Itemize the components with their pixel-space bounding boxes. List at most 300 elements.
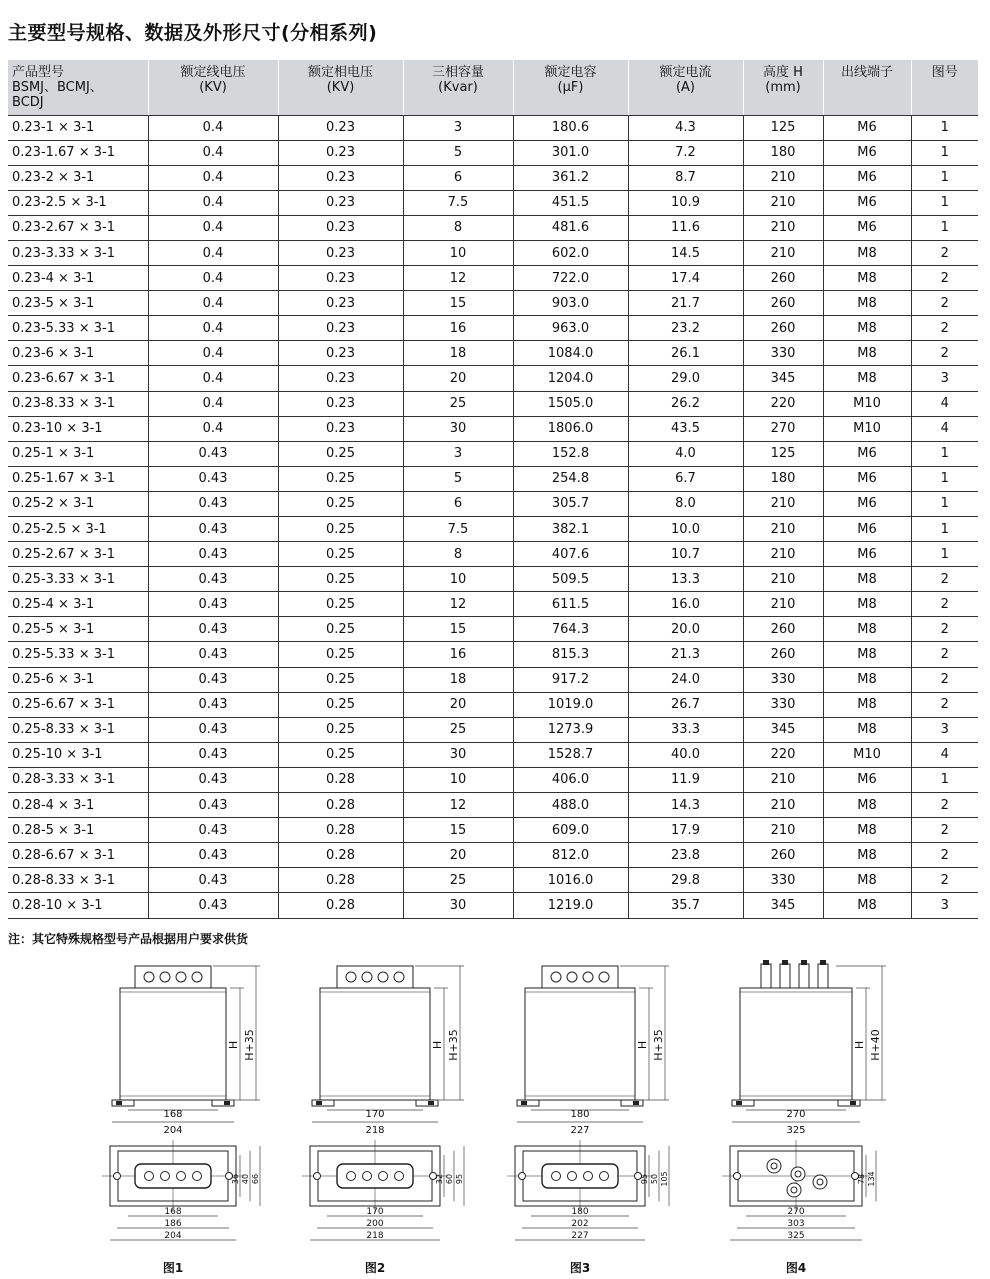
table-cell: 2 [911,642,978,667]
column-header-line: 出线端子 [840,65,893,80]
table-cell: M6 [823,115,911,140]
figure-caption: 图3 [569,1261,591,1275]
table-cell: 330 [743,868,823,893]
table-cell: 0.4 [148,115,278,140]
table-cell: 1204.0 [513,366,628,391]
table-cell: 0.25-2 × 3-1 [8,491,148,516]
table-cell: 0.4 [148,366,278,391]
table-cell: M6 [823,140,911,165]
table-cell: 0.23-6 × 3-1 [8,341,148,366]
table-cell: 345 [743,366,823,391]
table-cell: 0.23 [278,316,403,341]
table-cell: 10 [403,567,513,592]
dimension-label: 325 [786,1125,806,1136]
table-cell: 0.28-8.33 × 3-1 [8,868,148,893]
table-cell: 2 [911,266,978,291]
terminal-icon [362,972,372,982]
column-header-line: 三相容量 [431,65,484,80]
table-cell: 0.23 [278,115,403,140]
terminal-icon [394,972,404,982]
terminal-icon [599,972,609,982]
table-cell: 18 [403,667,513,692]
terminal-icon [192,972,202,982]
table-cell: 23.8 [628,843,743,868]
figure-3 [507,966,669,1275]
table-cell: 24.0 [628,667,743,692]
column-header-line: 额定电流 [659,65,712,80]
bushing-icon [761,964,771,988]
table-cell: 0.4 [148,316,278,341]
table-cell: 1 [911,190,978,215]
table-cell: 270 [743,416,823,441]
table-cell: 210 [743,215,823,240]
table-cell: 16 [403,316,513,341]
table-cell: M8 [823,341,911,366]
table-cell: 8.0 [628,491,743,516]
table-cell: 4 [911,742,978,767]
table-cell: 0.25 [278,642,403,667]
table-cell: M10 [823,742,911,767]
table-cell: M6 [823,190,911,215]
table-cell: 15 [403,617,513,642]
column-header [513,60,628,115]
table-cell: M10 [823,391,911,416]
bushing-icon [818,964,828,988]
table-cell: 0.28 [278,893,403,918]
table-cell: 451.5 [513,190,628,215]
column-header [148,60,278,115]
table-cell: M8 [823,843,911,868]
table-row [8,391,978,416]
dimension-label: H [853,1040,866,1050]
table-cell: 1 [911,441,978,466]
table-cell: 0.4 [148,140,278,165]
column-header-line: (Kvar) [438,80,478,95]
dimension-label: 170 [365,1109,385,1120]
mount-hole-icon [519,1173,526,1180]
dimension-label: 186 [164,1219,182,1229]
table-row [8,366,978,391]
table-cell: 0.25 [278,491,403,516]
mounting-foot [838,1100,860,1106]
table-cell: 1 [911,517,978,542]
mounting-foot [517,1100,539,1106]
table-cell: 4 [911,391,978,416]
footnote: 注：其它特殊规格型号产品根据用户要求供货 [8,932,249,946]
dimension-label: 105 [660,1171,669,1187]
table-cell: 330 [743,341,823,366]
column-header [278,60,403,115]
table-cell: 722.0 [513,266,628,291]
mount-hole-icon [114,1173,121,1180]
table-row [8,717,978,742]
table-cell: 0.25 [278,717,403,742]
column-header-line: (μF) [557,80,584,95]
dimension-label: 200 [366,1219,384,1229]
dimension-label: H+35 [447,1029,460,1061]
table-cell: 30 [403,416,513,441]
table-cell: 2 [911,341,978,366]
dimension-label: 36 [231,1173,240,1185]
table-cell: 0.43 [148,667,278,692]
table-cell: 210 [743,190,823,215]
mounting-foot [621,1100,643,1106]
table-cell: 20 [403,843,513,868]
terminal-icon [161,1172,170,1181]
table-cell: 0.25-1.67 × 3-1 [8,466,148,491]
mounting-foot [212,1100,234,1106]
column-header-line: (KV) [199,80,227,95]
table-cell: 1084.0 [513,341,628,366]
terminal-icon [817,1179,823,1185]
table-cell: 0.4 [148,341,278,366]
dimension-label: 180 [570,1109,590,1120]
table-cell: M6 [823,491,911,516]
table-cell: M8 [823,316,911,341]
table-cell: 0.23-10 × 3-1 [8,416,148,441]
table-cell: 1806.0 [513,416,628,441]
terminal-icon [552,1172,561,1181]
table-cell: 0.25-10 × 3-1 [8,742,148,767]
table-cell: 180 [743,466,823,491]
table-row [8,767,978,792]
table-row [8,466,978,491]
table-cell: 26.1 [628,341,743,366]
table-cell: 12 [403,592,513,617]
table-cell: 1505.0 [513,391,628,416]
mounting-foot-slot [428,1101,434,1105]
table-cell: 0.28 [278,767,403,792]
table-cell: 0.23 [278,341,403,366]
table-cell: 26.2 [628,391,743,416]
table-cell: 917.2 [513,667,628,692]
table-cell: 210 [743,592,823,617]
dimension-label: 303 [787,1219,805,1229]
table-row [8,266,978,291]
table-cell: 10.9 [628,190,743,215]
terminal-icon [378,972,388,982]
table-cell: 260 [743,642,823,667]
table-cell: 0.43 [148,742,278,767]
table-cell: M8 [823,240,911,265]
table-cell: 4.3 [628,115,743,140]
table-row [8,341,978,366]
table-cell: 17.9 [628,818,743,843]
table-cell: 0.4 [148,190,278,215]
terminal-icon [193,1172,202,1181]
table-cell: 0.23-1 × 3-1 [8,115,148,140]
table-row [8,818,978,843]
table-cell: 35.7 [628,893,743,918]
table-cell: 0.28-4 × 3-1 [8,793,148,818]
table-cell: 0.23 [278,391,403,416]
table-cell: 13.3 [628,567,743,592]
dimension-label: 204 [164,1231,182,1241]
table-cell: 0.25 [278,441,403,466]
mounting-foot-slot [521,1101,527,1105]
table-cell: 14.5 [628,240,743,265]
bushing-icon [780,964,790,988]
table-cell: M10 [823,416,911,441]
table-cell: 0.23-2.67 × 3-1 [8,215,148,240]
table-cell: 0.23 [278,140,403,165]
table-cell: 30 [403,893,513,918]
table-row [8,843,978,868]
table-cell: 0.43 [148,692,278,717]
table-cell: 21.7 [628,291,743,316]
table-cell: 0.23-1.67 × 3-1 [8,140,148,165]
terminal-icon [583,972,593,982]
dimension-label: 218 [365,1125,385,1136]
table-cell: 0.43 [148,642,278,667]
table-cell: 8 [403,215,513,240]
table-cell: 7.5 [403,517,513,542]
bushing-cap-icon [763,960,769,965]
page-title: 主要型号规格、数据及外形尺寸(分相系列) [8,22,378,44]
table-cell: 2 [911,868,978,893]
dimension-label: 204 [163,1125,183,1136]
table-cell: 1019.0 [513,692,628,717]
table-cell: 0.43 [148,868,278,893]
table-cell: M8 [823,592,911,617]
dimension-label: 227 [570,1125,590,1136]
table-cell: 10 [403,240,513,265]
table-cell: 210 [743,767,823,792]
column-header-line: 图号 [931,65,958,80]
table-row [8,115,978,140]
table-cell: 20.0 [628,617,743,642]
table-cell: 361.2 [513,165,628,190]
table-cell: 20 [403,692,513,717]
column-header-line: 额定相电压 [307,65,373,80]
dimension-label: H+40 [869,1029,882,1061]
table-row [8,617,978,642]
capacitor-body [525,988,635,1100]
dimension-label: H+35 [652,1029,665,1061]
table-row [8,868,978,893]
table-cell: 16.0 [628,592,743,617]
table-cell: 0.23 [278,190,403,215]
table-cell: 210 [743,567,823,592]
table-header [8,60,978,115]
terminal-icon [177,1172,186,1181]
column-header-line: 额定电容 [544,65,597,80]
table-cell: 254.8 [513,466,628,491]
table-cell: 0.28 [278,843,403,868]
table-cell: 220 [743,742,823,767]
table-cell: 345 [743,893,823,918]
table-cell: 0.4 [148,291,278,316]
table-cell: 10 [403,767,513,792]
table-cell: M6 [823,517,911,542]
table-cell: 0.4 [148,391,278,416]
table-cell: 5 [403,140,513,165]
table-row [8,793,978,818]
table-cell: 764.3 [513,617,628,642]
dimension-label: H [636,1040,649,1050]
table-cell: 0.23 [278,266,403,291]
table-cell: 2 [911,617,978,642]
table-cell: 1016.0 [513,868,628,893]
bushing-icon [799,964,809,988]
table-cell: 0.43 [148,818,278,843]
capacitor-body [120,988,226,1100]
column-header-line: (mm) [765,80,801,95]
column-header-line: (A) [675,80,696,95]
table-cell: 5 [403,466,513,491]
table-cell: 1 [911,542,978,567]
table-cell: 2 [911,592,978,617]
bushing-cap-icon [782,960,788,965]
mounting-foot [312,1100,334,1106]
table-cell: M8 [823,266,911,291]
table-cell: 210 [743,793,823,818]
table-cell: 0.23 [278,291,403,316]
dimension-label: 227 [571,1231,589,1241]
table-cell: 0.25 [278,592,403,617]
table-cell: M6 [823,542,911,567]
table-cell: 125 [743,115,823,140]
table-cell: M8 [823,567,911,592]
table-cell: 301.0 [513,140,628,165]
table-cell: 0.25-6.67 × 3-1 [8,692,148,717]
table-cell: 0.43 [148,441,278,466]
mounting-foot [416,1100,438,1106]
table-cell: 12 [403,266,513,291]
table-cell: 0.25-3.33 × 3-1 [8,567,148,592]
table-cell: 0.25-1 × 3-1 [8,441,148,466]
table-row [8,667,978,692]
table-cell: 1 [911,165,978,190]
table-cell: 21.3 [628,642,743,667]
table-cell: 6 [403,491,513,516]
dimension-label: 168 [163,1109,183,1120]
table-cell: 602.0 [513,240,628,265]
column-header-line: 额定线电压 [180,65,246,80]
table-cell: 0.25-8.33 × 3-1 [8,717,148,742]
table-cell: M8 [823,617,911,642]
table-cell: 18 [403,341,513,366]
bushing-cap-icon [801,960,807,965]
table-cell: 0.28-10 × 3-1 [8,893,148,918]
table-cell: 0.23-5 × 3-1 [8,291,148,316]
table-cell: M6 [823,165,911,190]
table-cell: 210 [743,542,823,567]
table-cell: 8 [403,542,513,567]
table-cell: 7.2 [628,140,743,165]
table-cell: 0.28 [278,793,403,818]
terminal-icon [551,972,561,982]
table-row [8,165,978,190]
table-cell: 0.28-3.33 × 3-1 [8,767,148,792]
table-cell: 15 [403,291,513,316]
table-cell: 0.43 [148,793,278,818]
table-cell: 1528.7 [513,742,628,767]
table-cell: 0.43 [148,567,278,592]
table-cell: 1 [911,215,978,240]
dimension-label: H [227,1040,240,1050]
table-cell: 8.7 [628,165,743,190]
mount-hole-icon [314,1173,321,1180]
table-cell: 305.7 [513,491,628,516]
column-header [403,60,513,115]
table-cell: M8 [823,642,911,667]
table-cell: 481.6 [513,215,628,240]
table-cell: 23.2 [628,316,743,341]
table-row [8,567,978,592]
table-cell: 0.23-6.67 × 3-1 [8,366,148,391]
table-cell: 611.5 [513,592,628,617]
table-cell: M8 [823,667,911,692]
table-cell: 0.28-6.67 × 3-1 [8,843,148,868]
terminal-icon [568,1172,577,1181]
table-cell: 125 [743,441,823,466]
table-row [8,240,978,265]
table-cell: 260 [743,617,823,642]
table-cell: 29.8 [628,868,743,893]
table-cell: 0.25 [278,692,403,717]
dimension-label: 66 [251,1173,260,1185]
table-cell: 2 [911,843,978,868]
table-cell: 3 [403,115,513,140]
table-cell: 0.25-5 × 3-1 [8,617,148,642]
table-cell: M8 [823,717,911,742]
table-cell: 152.8 [513,441,628,466]
table-cell: 0.43 [148,843,278,868]
table-cell: 1 [911,767,978,792]
column-header-line: (KV) [326,80,355,95]
table-cell: 180.6 [513,115,628,140]
table-cell: 2 [911,316,978,341]
table-cell: 407.6 [513,542,628,567]
table-cell: 1 [911,140,978,165]
table-cell: 0.23 [278,366,403,391]
table-cell: 406.0 [513,767,628,792]
table-cell: 0.23 [278,165,403,190]
dimension-label: 270 [787,1207,805,1217]
table-row [8,441,978,466]
column-header [823,60,911,115]
terminal-icon [145,1172,154,1181]
terminal-icon [600,1172,609,1181]
table-cell: 25 [403,391,513,416]
table-cell: 1 [911,491,978,516]
table-row [8,542,978,567]
table-cell: 12 [403,793,513,818]
spec-table [8,60,978,919]
table-cell: 220 [743,391,823,416]
table-cell: 4.0 [628,441,743,466]
terminal-icon [771,1163,777,1169]
column-header-line: BSMJ、BCMJ、 [12,80,103,95]
mounting-foot-slot [850,1101,856,1105]
table-cell: 14.3 [628,793,743,818]
table-cell: 43.5 [628,416,743,441]
table-cell: 0.23-5.33 × 3-1 [8,316,148,341]
table-cell: M6 [823,767,911,792]
mounting-foot-slot [116,1101,122,1105]
table-cell: 20 [403,366,513,391]
figure-caption: 图4 [785,1261,807,1275]
dimension-label: 50 [650,1173,659,1185]
table-cell: 0.25-5.33 × 3-1 [8,642,148,667]
table-body [8,115,978,918]
dimension-label: 170 [366,1207,384,1217]
table-cell: 10.0 [628,517,743,542]
figure-caption: 图2 [364,1261,386,1275]
table-cell: 0.23 [278,416,403,441]
dimension-label: 95 [640,1173,649,1185]
